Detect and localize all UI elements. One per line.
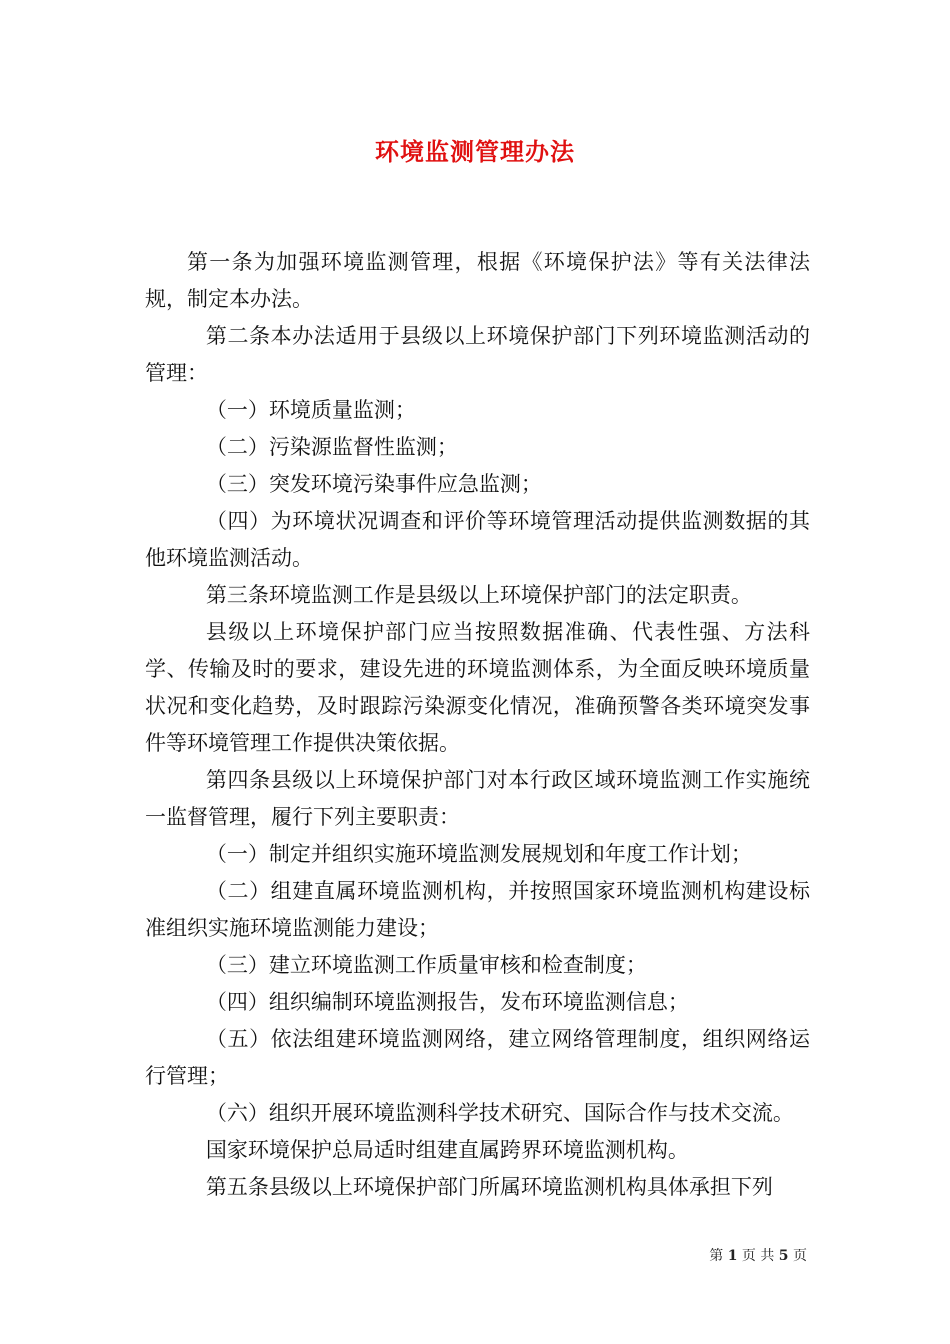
article-2-item-3: （三）突发环境污染事件应急监测； xyxy=(205,472,542,496)
article-5: 第五条县级以上环境保护部门所属环境监测机构具体承担下列 xyxy=(205,1175,773,1199)
article-4-item-6: （六）组织开展环境监测科学技术研究、国际合作与技术交流。 xyxy=(205,1101,794,1125)
article-4-item-4: （四）组织编制环境监测报告，发布环境监测信息； xyxy=(205,990,689,1014)
article-4-paragraph-2: 国家环境保护总局适时组建直属跨界环境监测机构。 xyxy=(205,1138,689,1162)
page-number-footer xyxy=(709,1245,807,1265)
article-2-item-2: （二）污染源监督性监测； xyxy=(205,435,458,459)
article-4-item-1: （一）制定并组织实施环境监测发展规划和年度工作计划； xyxy=(205,842,752,866)
article-4-item-2: （二）组建直属环境监测机构，并按照国家环境监测机构建设标准组织实施环境监测能力建设； xyxy=(145,879,810,940)
article-2: 第二条本办法适用于县级以上环境保护部门下列环境监测活动的管理： xyxy=(145,324,810,385)
footer-suffix: 页 xyxy=(793,1248,807,1264)
article-1: 第一条为加强环境监测管理，根据《环境保护法》等有关法律法规，制定本办法。 xyxy=(145,250,810,311)
article-2-item-1: （一）环境质量监测； xyxy=(205,398,416,422)
footer-middle: 页 共 xyxy=(741,1248,775,1264)
article-3-paragraph-2: 县级以上环境保护部门应当按照数据准确、代表性强、方法科学、传输及时的要求，建设先进的环境监测体系，为全面反映环境质量状况和变化趋势，及时跟踪污染源变化情况，准确预警各类环境突发事件等环境管理工作提供决策依据。 xyxy=(145,620,810,755)
footer-current-page: 1 xyxy=(727,1248,738,1264)
article-4-item-3: （三）建立环境监测工作质量审核和检查制度； xyxy=(205,953,647,977)
footer-total-pages: 5 xyxy=(778,1248,789,1264)
document-body xyxy=(145,244,810,1206)
article-2-item-4: （四）为环境状况调查和评价等环境管理活动提供监测数据的其他环境监测活动。 xyxy=(145,509,810,570)
document-title: 环境监测管理办法 xyxy=(375,137,575,166)
article-4: 第四条县级以上环境保护部门对本行政区域环境监测工作实施统一监督管理，履行下列主要职责： xyxy=(145,768,810,829)
article-4-item-5: （五）依法组建环境监测网络，建立网络管理制度，组织网络运行管理； xyxy=(145,1027,810,1088)
article-3: 第三条环境监测工作是县级以上环境保护部门的法定职责。 xyxy=(205,583,752,607)
footer-prefix: 第 xyxy=(709,1248,724,1264)
